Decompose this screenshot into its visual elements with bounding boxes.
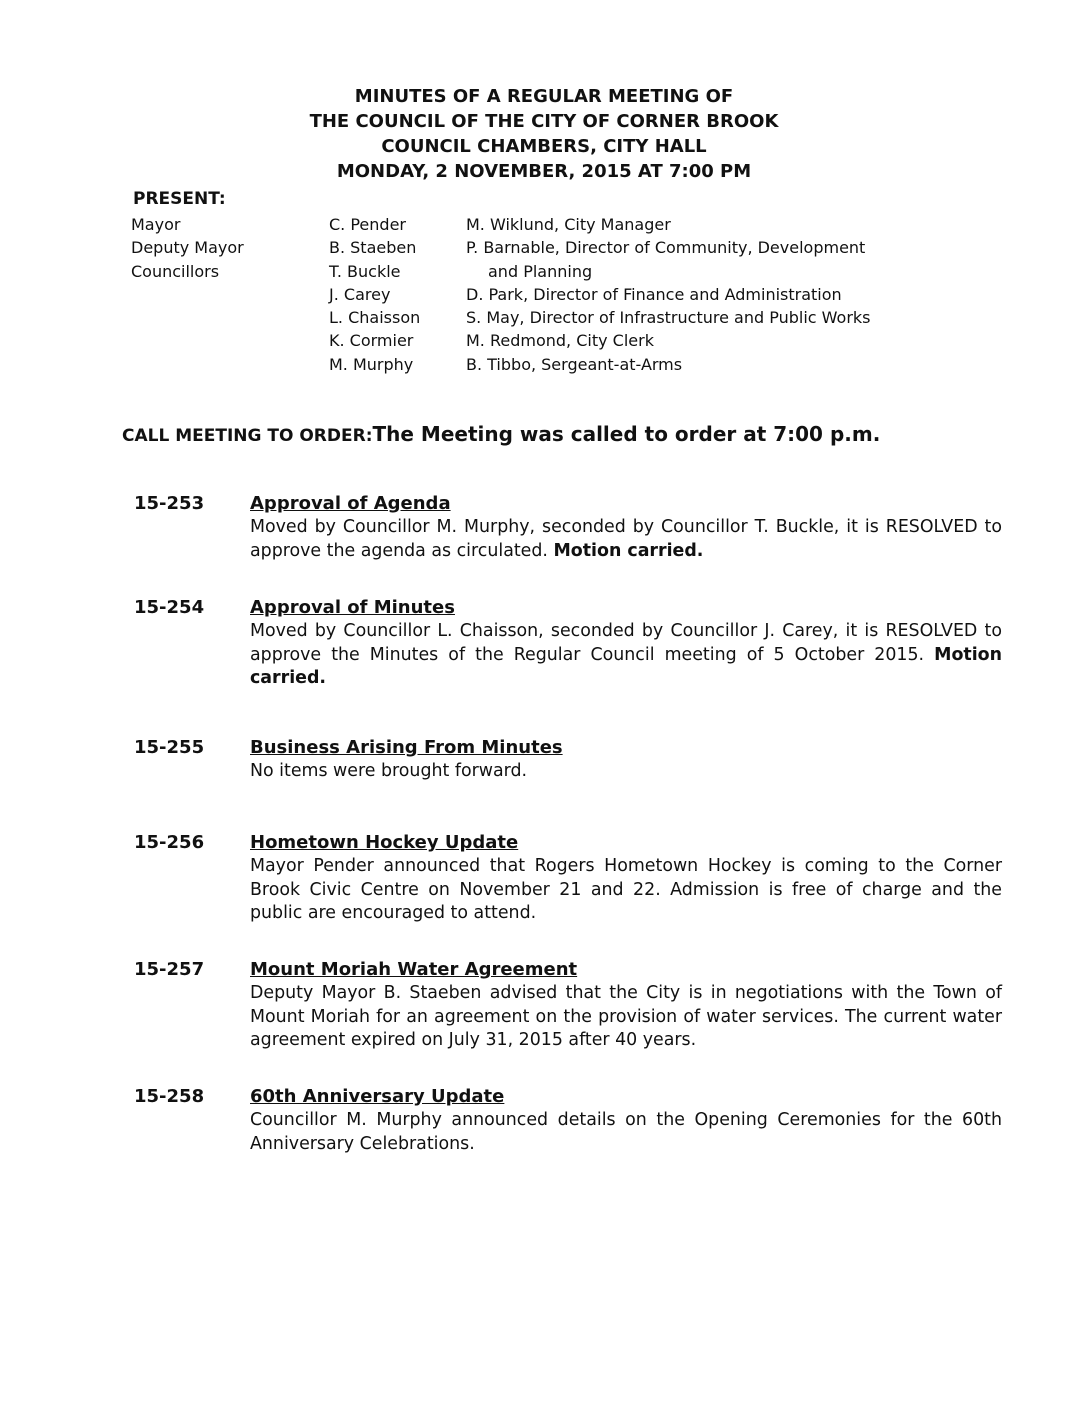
call-to-order	[122, 422, 880, 446]
item-text: No items were brought forward.	[250, 761, 528, 781]
item-number: 15-258	[134, 1086, 205, 1107]
staff-entry: M. Redmond, City Clerk	[466, 331, 654, 351]
item-title: 60th Anniversary Update	[250, 1086, 505, 1107]
title-line: MONDAY, 2 NOVEMBER, 2015 AT 7:00 PM	[336, 161, 752, 182]
item-body	[250, 516, 1002, 563]
item-text: Councillor M. Murphy announced details on the Opening Ceremonies for the 60th Anniversary Celebrations.	[250, 1110, 1002, 1154]
role-label: Mayor	[131, 215, 181, 234]
title-line: THE COUNCIL OF THE CITY OF CORNER BROOK	[309, 111, 779, 132]
member-name: B. Staeben	[329, 238, 417, 258]
item-number: 15-255	[134, 737, 205, 758]
item-text: Moved by Councillor M. Murphy, seconded by Councillor T. Buckle, it is RESOLVED to approve the agenda as circulated.	[250, 517, 1002, 561]
item-title: Hometown Hockey Update	[250, 832, 519, 853]
item-title: Approval of Agenda	[250, 493, 451, 514]
motion-result: Motion carried.	[553, 540, 704, 561]
role-label: Councillors	[131, 261, 220, 281]
staff-entry: S. May, Director of Infrastructure and Public Works	[466, 308, 871, 328]
member-name: L. Chaisson	[329, 308, 421, 328]
attendee-roles	[131, 213, 244, 283]
item-body	[250, 620, 1002, 691]
item-body	[250, 1109, 1002, 1156]
member-name: M. Murphy	[329, 354, 414, 374]
motion-result: Motion carried.	[250, 644, 1002, 689]
item-body	[250, 760, 1002, 784]
item-title: Business Arising From Minutes	[250, 737, 563, 758]
member-name: C. Pender	[329, 215, 406, 234]
staff-entry: M. Wiklund, City Manager	[466, 215, 671, 234]
staff-attendees	[466, 213, 871, 376]
item-body	[250, 982, 1002, 1053]
item-title: Approval of Minutes	[250, 597, 455, 618]
present-heading: PRESENT:	[133, 189, 226, 209]
role-label: Deputy Mayor	[131, 238, 244, 258]
member-name: K. Cormier	[329, 331, 414, 351]
member-name: J. Carey	[329, 284, 391, 304]
item-title: Mount Moriah Water Agreement	[250, 959, 578, 980]
document-title	[0, 84, 1088, 184]
item-number: 15-254	[134, 597, 205, 618]
staff-entry-continuation: and Planning	[488, 261, 593, 281]
item-text: Moved by Councillor L. Chaisson, seconded by Councillor J. Carey, it is RESOLVED to approve the Minutes of the Regular Council meeting of 5 October 2015.	[250, 621, 1002, 665]
call-to-order-label: CALL MEETING TO ORDER:	[122, 426, 373, 446]
item-text: Deputy Mayor B. Staeben advised that the City is in negotiations with the Town of Mount Moriah for an agreement on the provision of water services. The current water agreement expired on July 31, 2015 after 40 years.	[250, 983, 1002, 1051]
item-number: 15-253	[134, 493, 205, 514]
title-line: COUNCIL CHAMBERS, CITY HALL	[381, 136, 707, 157]
item-number: 15-257	[134, 959, 205, 980]
council-members	[329, 213, 420, 376]
call-to-order-text: The Meeting was called to order at 7:00 p.m.	[372, 422, 881, 446]
staff-entry: B. Tibbo, Sergeant-at-Arms	[466, 354, 683, 374]
staff-entry: P. Barnable, Director of Community, Development	[466, 238, 866, 258]
item-body	[250, 855, 1002, 926]
title-line: MINUTES OF A REGULAR MEETING OF	[354, 86, 734, 107]
staff-entry: D. Park, Director of Finance and Administration	[466, 284, 842, 304]
item-number: 15-256	[134, 832, 205, 853]
item-text: Mayor Pender announced that Rogers Hometown Hockey is coming to the Corner Brook Civic Centre on November 21 and 22. Admission is free of charge and the public are encouraged to attend.	[250, 856, 1002, 924]
member-name: T. Buckle	[329, 261, 401, 281]
